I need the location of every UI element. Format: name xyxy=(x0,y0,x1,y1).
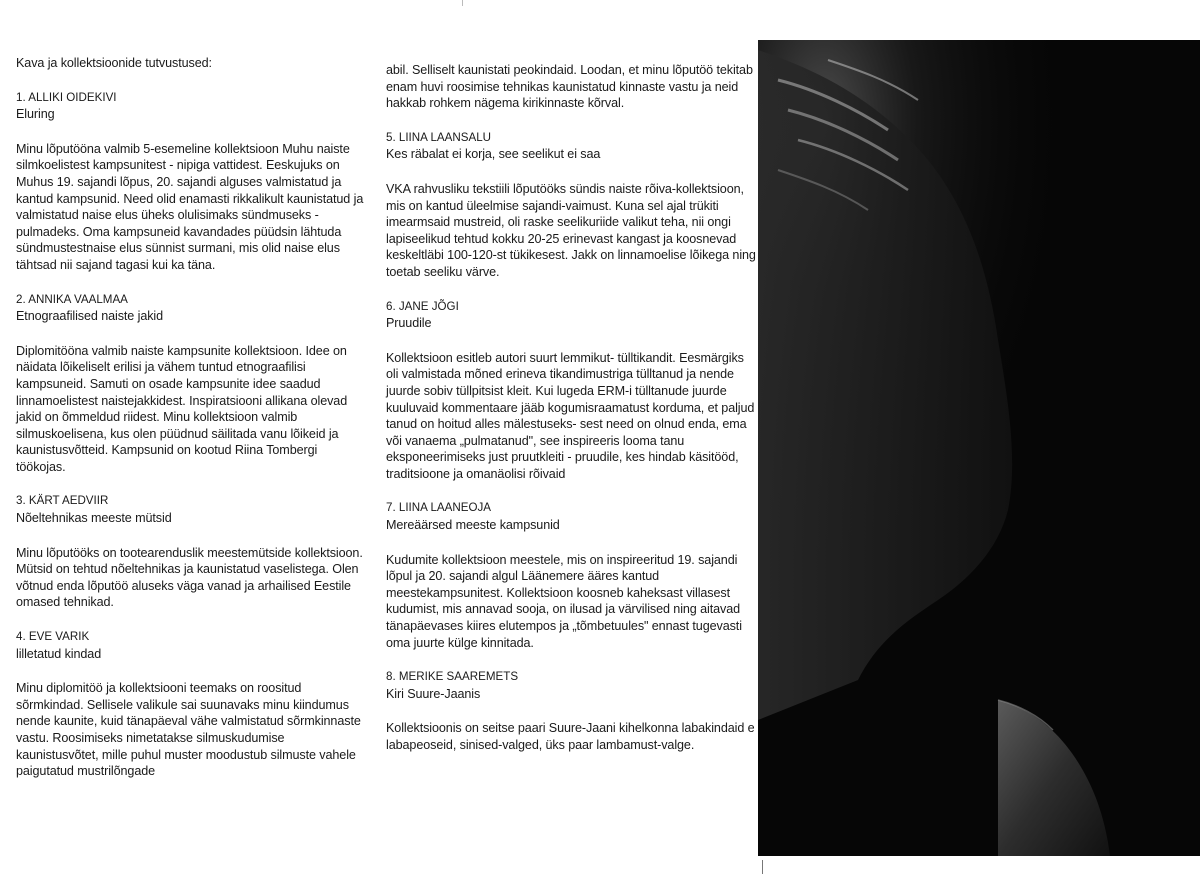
entry-author: 2. ANNIKA VAALMAA xyxy=(16,292,128,306)
entry-body: VKA rahvusliku tekstiili lõputööks sündis naiste rõiva-kollektsioon, mis on kantud üleelmise sajandi-vaimust. Kuna sel ajal trükiti imearmsaid mustreid, oli raske seelikuriide valikut teha, nii ongi lapiseelikud tehtud kokku 20-25 erinevast kangast ja koosnevad keskeltläbi 100-120-st tükikesest. Jakk on linnamoelise lõikega ning toetab seeliku värve. xyxy=(386,181,756,279)
entry-1 xyxy=(16,90,368,274)
entry-4 xyxy=(16,629,368,780)
entry-body: Kudumite kollektsioon meestele, mis on inspireeritud 19. sajandi lõpul ja 20. sajandi algul Läänemere ääres kantud meestekampsunitest. Kollektsioon koosneb kaheksast villasest kudumist, mis annavad sooja, on ilusad ja värvilised ning aitavad tänapäevases kiires elutempos ja „tõmbetuules" ennast tugevasti oma juurte külge kinnitada. xyxy=(386,552,742,650)
entry-author: 4. EVE VARIK xyxy=(16,630,90,644)
entry-author: 6. JANE JÕGI xyxy=(386,299,459,313)
entry-5 xyxy=(386,130,758,281)
entry-body: Kollektsioonis on seitse paari Suure-Jaani kihelkonna labakindaid e labapeoseid, sinised-valged, üks paar lambamust-valge. xyxy=(386,721,755,752)
continuation-text: abil. Selliselt kaunistati peokindaid. Loodan, et minu lõputöö tekitab enam huvi roosimise tehnikas kaunistatud kinnaste vastu ja neid hakkab rohkem nägema kirikinnaste kõrval. xyxy=(386,63,753,111)
entry-body: Minu diplomitöö ja kollektsiooni teemaks on roositud sõrmkindad. Sellisele valikule sai suunavaks minu kiindumus nende kaunite, kuid tänapäeval vähe valmistatud sõrmkinnaste vastu. Roosimiseks nimetatakse silmuskudumise kaunistusvõtet, mille puhul muster moodustub silmuste vahele paigutatud mustrilõngade xyxy=(16,681,361,779)
entry-title: Kes räbalat ei korja, see seelikut ei saa xyxy=(386,147,601,162)
silhouette-illustration xyxy=(758,40,1200,856)
entry-body: Diplomitööna valmib naiste kampsunite kollektsioon. Idee on näidata lõikeliselt erilisi ja vähem tuntud etnograafilisi kampsuneid. Samuti on osade kampsunite idee saadud linnamoelistest naistejakkidest. Inspiratsiooni allikana olevad jakid on õmmeldud riidest. Minu kollektsioon valmib silmuskoelisena, kus olen püüdnud säilitada vanu lõikeid ja kaunistusvõtteid. Kampsunid on kootud Riina Tombergi töökojas. xyxy=(16,343,348,474)
entry-8 xyxy=(386,669,758,753)
entry-2 xyxy=(16,292,368,476)
dark-photo-panel xyxy=(758,40,1200,856)
left-column xyxy=(16,55,368,798)
entry-3 xyxy=(16,493,368,611)
entry-title: Etnograafilised naiste jakid xyxy=(16,309,164,324)
entry-body: Minu lõputööna valmib 5-esemeline kollektsioon Muhu naiste silmkoelistest kampsunitest - nipiga vattidest. Eeskujuks on Muhus 19. sajandi lõpus, 20. sajandi alguses valmistatud ja kantud kampsunid. Need olid enamasti rikkalikult kaunistatud ja valmistatud naise elus üheks olulisimaks sündmuseks - pulmadeks. Oma kampsuneid kavandades püüdsin lähtuda sündmustestnaise elus sünnist surmani, mis olid naise elus tähtsad nii sajand tagasi kui ka täna. xyxy=(16,141,364,272)
entry-author: 1. ALLIKI OIDEKIVI xyxy=(16,90,117,104)
entry-author: 3. KÄRT AEDVIIR xyxy=(16,494,109,508)
entry-6 xyxy=(386,299,758,483)
entry-7 xyxy=(386,500,758,651)
entry-author: 8. MERIKE SAAREMETS xyxy=(386,670,519,684)
entry-author: 7. LIINA LAANEOJA xyxy=(386,501,492,515)
crop-mark xyxy=(762,860,763,874)
entry-body: Kollektsioon esitleb autori suurt lemmikut- tülltikandit. Eesmärgiks oli valmistada mõned erineva tikandimustriga tülltanud ja nende juurde sobiv tüllpitsist kleit. Kui lugeda ERM-i tülltanude juurde kuuluvaid kommentaare jääb kogumisraamatust korduma, et paljud tanud on hoitud alles mälestuseks- sest need on olnud enda, ema või vanaema „pulmatanud", see inspireeris looma tanu eksponeerimiseks just pruutkleiti - pruudile, kes hindab käsitööd, traditsioone ja omanäolisi rõivaid xyxy=(386,350,755,481)
intro-heading: Kava ja kollektsioonide tutvustused: xyxy=(16,56,212,70)
entry-title: Kiri Suure-Jaanis xyxy=(386,686,481,701)
entry-title: Eluring xyxy=(16,107,55,122)
entry-title: Nõeltehnikas meeste mütsid xyxy=(16,511,172,526)
entry-title: Pruudile xyxy=(386,316,432,331)
fold-mark xyxy=(462,0,463,6)
entry-title: lilletatud kindad xyxy=(16,646,102,661)
entry-body: Minu lõputööks on tootearenduslik meestemütside kollektsioon. Mütsid on tehtud nõeltehnikas ja kaunistatud vaselistega. Olen võtnud enda lõputöö aluseks väga vanad ja arhailised Eestile omased tehnikad. xyxy=(16,545,363,610)
entry-title: Mereäärsed meeste kampsunid xyxy=(386,518,560,533)
entry-author: 5. LIINA LAANSALU xyxy=(386,130,492,144)
middle-column xyxy=(386,62,758,772)
